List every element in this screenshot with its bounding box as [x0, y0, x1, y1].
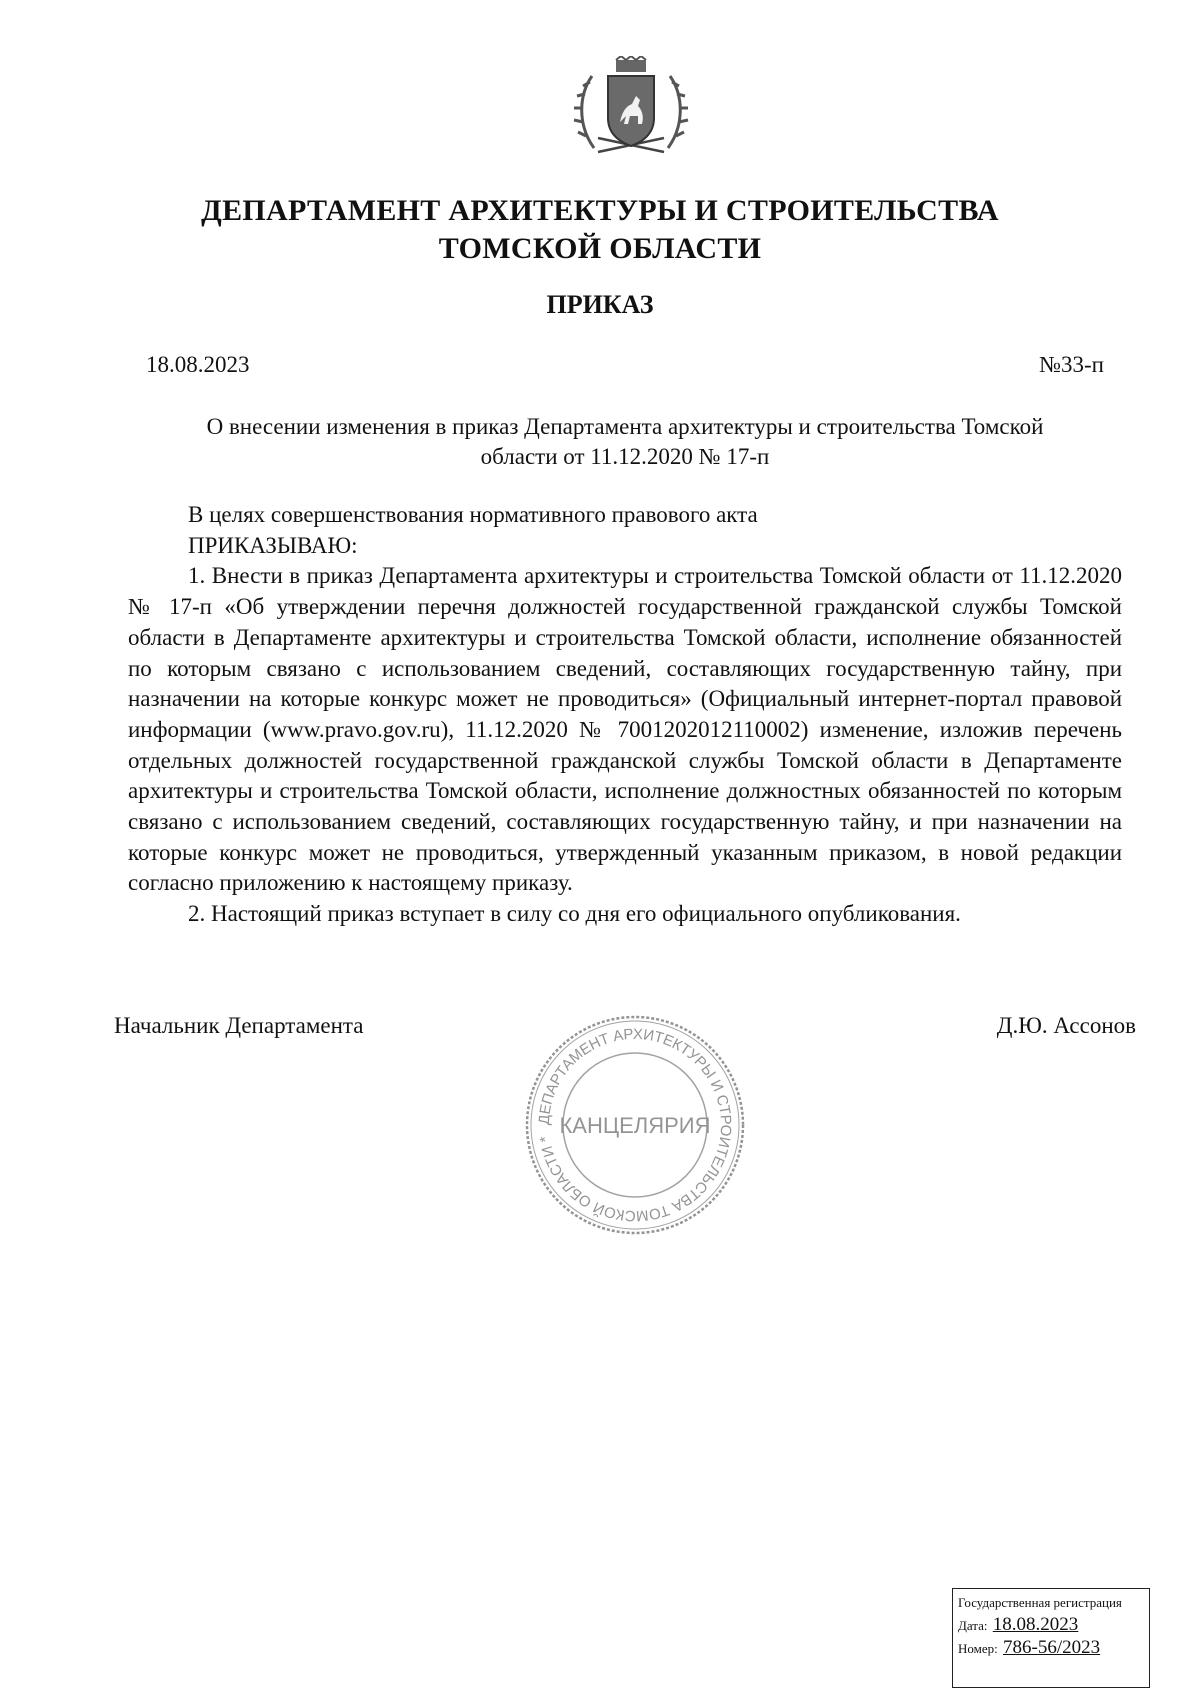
- document-date: 18.08.2023: [146, 352, 250, 377]
- document-subject: [140, 412, 1110, 472]
- organization-name-line2: ТОМСКОЙ ОБЛАСТИ: [438, 232, 762, 265]
- signatory-position: Начальник Департамента: [114, 1013, 364, 1038]
- subject-line: области от 11.12.2020 № 17-п: [480, 444, 770, 469]
- registration-number-label: Номер:: [958, 1641, 998, 1656]
- registration-date-label: Дата:: [958, 1618, 988, 1633]
- order-item-1: 1. Внести в приказ Департамента архитектуры и строительства Томской области от 11.12.2020 № 17-п «Об утверждении перечня должностей государственной гражданской службы Томской области в Департаменте архитектуры и строительства Томской области, исполнение обязанностей по которым связано с использованием сведений, составляющих государственную тайну, при назначении на которые конкурс может не проводиться» (Официальный интернет-портал правовой информации (www.pravo.gov.ru), 11.12.2020 № 7001202012110002) изменение, изложив перечень отдельных должностей государственной гражданской службы Томской области в Департаменте архитектуры и строительства Томской области, исполнение должностных обязанностей по которым связано с использованием сведений, составляющих государственную тайну, и при назначении на которые конкурс может не проводиться, утвержденный указанным приказом, в новой редакции согласно приложению к настоящему приказу.: [128, 563, 1122, 896]
- registration-number-value: 786-56/2023: [1003, 1637, 1101, 1658]
- office-stamp: [523, 1013, 747, 1237]
- document-number: №33-п: [1039, 352, 1104, 377]
- preamble: В целях совершенствования нормативного правового акта: [188, 502, 758, 527]
- document-body: [128, 500, 1122, 930]
- registration-title: Государственная регистрация: [958, 1595, 1122, 1610]
- stamp-ring-text: ДЕПАРТАМЕНТ АРХИТЕКТУРЫ И СТРОИТЕЛЬСТВА ТОМСКОЙ ОБЛАСТИ *: [535, 1025, 735, 1225]
- subject-line: О внесении изменения в приказ Департамента архитектуры и строительства Томской: [206, 414, 1044, 439]
- registration-box: [952, 1588, 1150, 1688]
- order-item-2: 2. Настоящий приказ вступает в силу со дня его официального опубликования.: [188, 901, 961, 927]
- document-type: ПРИКАЗ: [546, 290, 654, 319]
- order-word: ПРИКАЗЫВАЮ:: [188, 532, 358, 558]
- signatory-name: Д.Ю. Ассонов: [996, 1013, 1136, 1038]
- stamp-center-text: КАНЦЕЛЯРИЯ: [559, 1113, 711, 1138]
- organization-name-line1: ДЕПАРТАМЕНТ АРХИТЕКТУРЫ И СТРОИТЕЛЬСТВА: [201, 194, 999, 227]
- coat-of-arms-icon: [572, 56, 690, 164]
- registration-date-value: 18.08.2023: [992, 1614, 1079, 1635]
